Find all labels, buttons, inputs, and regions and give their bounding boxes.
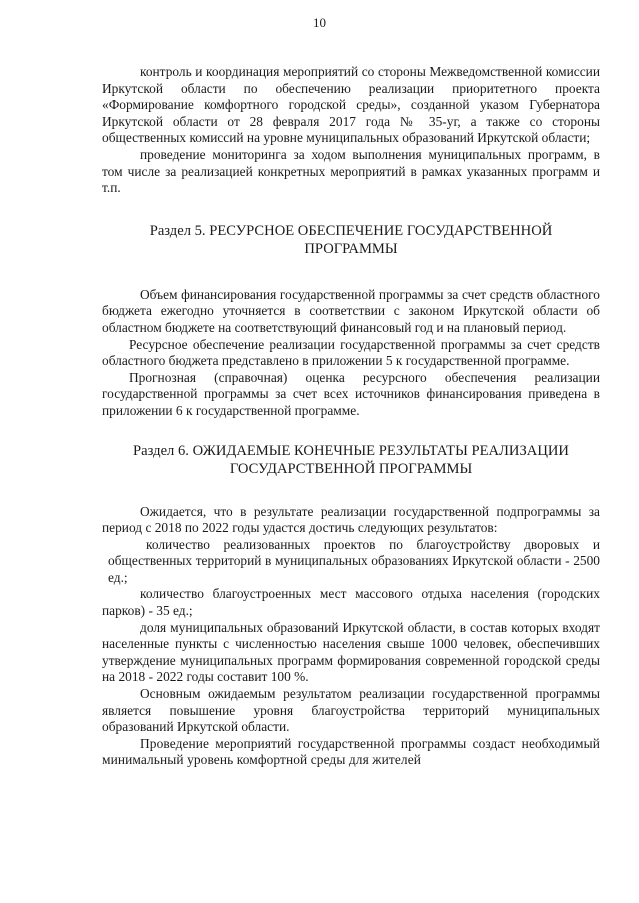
paragraph-conduct: Проведение мероприятий государственной программы создаст необходимый минимальный уровень комфортной среды для жителей bbox=[102, 735, 600, 768]
section-6-heading: Раздел 6. ОЖИДАЕМЫЕ КОНЕЧНЫЕ РЕЗУЛЬТАТЫ РЕАЛИЗАЦИИ ГОСУДАРСТВЕННОЙ ПРОГРАММЫ bbox=[133, 442, 569, 477]
page-number: 10 bbox=[313, 15, 326, 30]
section-5-heading: Раздел 5. РЕСУРСНОЕ ОБЕСПЕЧЕНИЕ ГОСУДАРСТВЕННОЙ ПРОГРАММЫ bbox=[149, 222, 553, 257]
result-item-projects: количество реализованных проектов по благоустройству дворовых и общественных территорий в муниципальных образованиях Иркутской области - 2500 ед.; bbox=[108, 536, 600, 585]
document-body bbox=[102, 64, 600, 769]
paragraph-coordination: контроль и координация мероприятий со стороны Межведомственной комиссии Иркутской области по обеспечению реализации приоритетного проекта «Формирование комфортного городской среды», созданной указом Губернатора Иркутской области от 28 февраля 2017 года № 35-уг, а также со стороны общественных комиссий на уровне муниципальных образований Иркутской области; bbox=[102, 64, 600, 146]
paragraph-resource-provision: Ресурсное обеспечение реализации государственной программы за счет средств областного бюджета представлено в приложении 5 к государственной программе. bbox=[102, 336, 600, 369]
paragraph-funding-volume: Объем финансирования государственной программы за счет средств областного бюджета ежегодно уточняется в соответствии с законом Иркутской области об областном бюджете на соответствующий финансовый год и на плановый период. bbox=[102, 286, 600, 335]
paragraph-forecast-estimate: Прогнозная (справочная) оценка ресурсного обеспечения реализации государственной программы за счет всех источников финансирования приведена в приложении 6 к государственной программе. bbox=[102, 369, 600, 418]
paragraph-main-result: Основным ожидаемым результатом реализации государственной программы является повышение уровня благоустройства территорий муниципальных образований Иркутской области. bbox=[102, 686, 600, 735]
paragraph-expected: Ожидается, что в результате реализации государственной подпрограммы за период с 2018 по 2022 годы удастся достичь следующих результатов: bbox=[102, 503, 600, 536]
paragraph-monitoring: проведение мониторинга за ходом выполнения муниципальных программ, в том числе за реализацией конкретных мероприятий в рамках указанных программ и т.п. bbox=[102, 146, 600, 196]
result-item-municipal-share: доля муниципальных образований Иркутской области, в состав которых входят населенные пункты с численностью населения свыше 1000 человек, обеспечивших утверждение муниципальных программ формирования современной городской среды на 2018 - 2022 годы составит 100 %. bbox=[102, 619, 600, 685]
result-item-parks: количество благоустроенных мест массового отдыха населения (городских парков) - 35 ед.; bbox=[102, 586, 600, 619]
